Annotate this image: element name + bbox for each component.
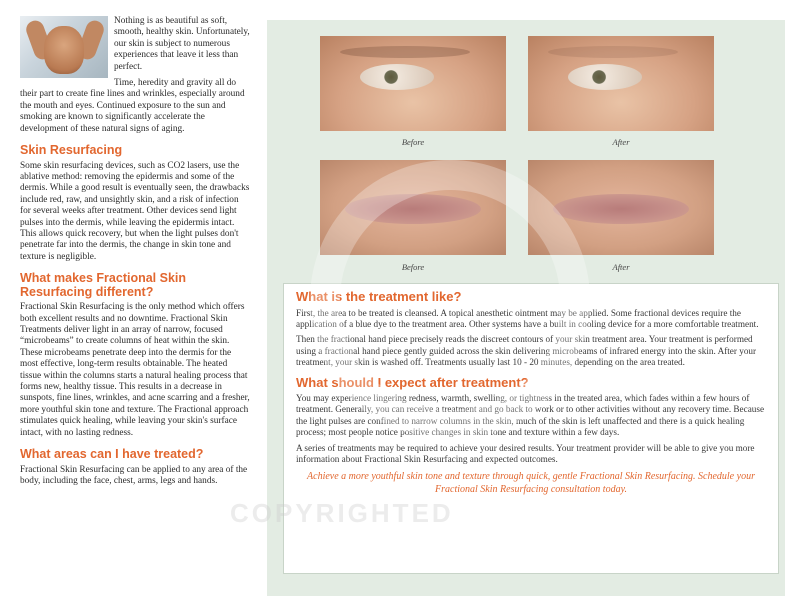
- caption-after-eye: After: [612, 137, 630, 147]
- after-treatment-p2: A series of treatments may be required to achieve your desired results. Your treatment provider will be able to give you more information about Fractional Skin Resurfacing and expected outcomes.: [296, 442, 755, 465]
- after-treatment-p1: You may experience lingering redness, warmth, swelling, or tightness in the treated area, which fades within a few hours of treatment. Generally, you can receive a treatment and go back to work or to other activities without any recovery time. Because the light pulses are confined to narrow columns in the skin, much of the skin is left unaffected and there is a quick healing process; most people notice positive changes in skin tone and texture within a few days.: [296, 393, 765, 438]
- intro-paragraph-2: Time, heredity and gravity all do their part to create fine lines and wrinkles, especially around the mouth and eyes. Continued exposure to the sun and smoking are known to significantly accelerate the development of these natural signs of aging.: [20, 78, 245, 134]
- treatment-info-box: [283, 283, 779, 574]
- watermark-text: COPYRIGHTED: [230, 498, 454, 528]
- man-photo: [20, 16, 108, 78]
- treatment-like-p2: Then the fractional hand piece precisely reads the discreet contours of your skin treatment area. Your treatment is performed using a fractional hand piece gently guided across the skin delivering microbeams of infrared energy into the skin. After your treatment, your skin is washed off. Treatments usually last 10 - 20 minutes, depending on the area treated.: [296, 334, 757, 368]
- fractional-different-heading: What makes Fractional Skin Resurfacing different?: [20, 271, 187, 299]
- caption-before-eye: Before: [401, 137, 425, 147]
- skin-resurfacing-heading: Skin Resurfacing: [20, 143, 123, 158]
- lips-before-photo: [320, 160, 506, 255]
- caption-before-lips: Before: [401, 262, 425, 272]
- treatment-like-p1: First, the area to be treated is cleansed. A topical anesthetic ointment may be applied. Some fractional devices require the application of a blue dye to the treatment area. Other systems have a built in cooling device for a more comfortable treatment.: [296, 307, 759, 329]
- after-treatment-heading: What should I expect after treatment?: [296, 374, 529, 390]
- caption-after-lips: After: [612, 262, 630, 272]
- skin-resurfacing-body: Some skin resurfacing devices, such as CO2 lasers, use the ablative method: removing the epidermis and some of the dermis. While a good result is eventually seen, the drawbacks include red, raw, and unsightly skin, and a risk of infection for several weeks after treatment. Other devices send light pulses into the dermis, while leaving the epidermis intact. This allows quick recovery, but when the light pulses don't penetrate far into the dermis, the change in skin tone and texture is negligible.: [20, 160, 250, 262]
- intro-paragraph-1: Nothing is as beautiful as soft, smooth, healthy skin. Unfortunately, our skin is subject to numerous experiences that leave it less than perfect.: [114, 16, 250, 72]
- eye-before-photo: [320, 36, 506, 131]
- eye-after-photo: [528, 36, 714, 131]
- closing-call-to-action: Achieve a more youthful skin tone and texture through quick, gentle Fractional Skin Resurfacing. Schedule your Fractional Skin Resurfacing consultation today.: [307, 471, 755, 495]
- treatment-like-heading: What is the treatment like?: [296, 289, 462, 304]
- left-column: [20, 16, 250, 492]
- lips-after-photo: [528, 160, 714, 255]
- treatable-areas-heading: What areas can I have treated?: [20, 447, 204, 462]
- treatable-areas-body: Fractional Skin Resurfacing can be applied to any area of the body, including the face, chest, arms, legs and hands.: [20, 464, 248, 486]
- fractional-different-body: Fractional Skin Resurfacing is the only method which offers both excellent results and no downtime. Fractional Skin Treatments deliver light in an array of narrow, focused “microbeams” to create columns of heat within the skin. These microbeams penetrate deep into the dermis for the most effective, long-term results obtainable. The heated tissue within the columns starts a natural healing process that forms new, healthy tissue. This results in a decrease in sunspots, fine lines, wrinkles, and acne scarring and a fresher, more youthful skin tone and texture. The Fractional approach stimulates quick healing, while leaving your skin's surface intact, with no lasting redness.: [20, 302, 250, 438]
